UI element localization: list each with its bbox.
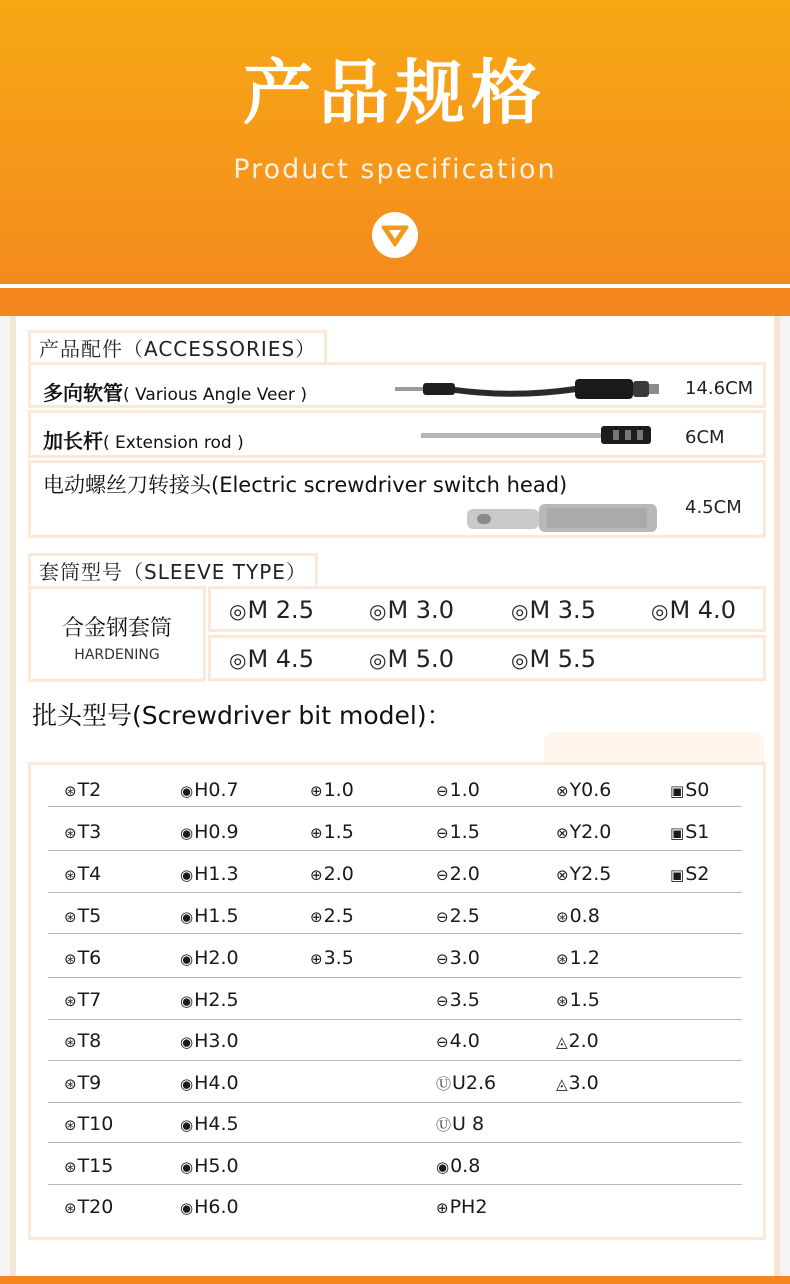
bit-type-icon: Ⓤ — [436, 1116, 452, 1134]
bit-label: 0.8 — [450, 1155, 481, 1177]
bit-type-icon: ⊕ — [310, 866, 323, 884]
bit-item — [310, 863, 354, 885]
bit-label: 3.5 — [323, 947, 354, 969]
bit-item — [310, 947, 354, 969]
bit-type-icon: ⊛ — [64, 1199, 77, 1217]
bit-type-icon: ⊛ — [64, 908, 77, 926]
sleeve-material-cn: 合金钢套筒 — [61, 616, 172, 641]
bit-item — [180, 821, 239, 843]
sleeve-size-label: M 3.5 — [529, 596, 596, 624]
accessories-label: 产品配件（ACCESSORIES） — [28, 330, 327, 362]
bit-item — [436, 905, 480, 927]
bit-label: Y2.5 — [569, 863, 612, 885]
bit-type-icon: ⊕ — [436, 1199, 449, 1217]
sleeve-size-label: M 5.0 — [387, 645, 454, 673]
bit-label: T15 — [77, 1155, 114, 1177]
bit-item — [64, 1113, 113, 1135]
bit-item — [180, 905, 239, 927]
bit-type-icon: ⊛ — [64, 1033, 77, 1051]
bit-type-icon: ⊗ — [556, 824, 569, 842]
bit-label: H4.5 — [194, 1113, 239, 1135]
bit-label: 1.2 — [569, 947, 600, 969]
bit-item — [436, 989, 480, 1011]
bit-type-icon: ⊕ — [310, 950, 323, 968]
bit-label: 2.5 — [323, 905, 354, 927]
accessory-name — [43, 377, 307, 406]
bit-label: T4 — [77, 863, 102, 885]
sleeve-icon: ◎ — [229, 599, 247, 623]
bit-item — [556, 1072, 599, 1094]
bit-label: PH2 — [449, 1196, 488, 1218]
adapter-head-image — [467, 501, 667, 535]
sleeve-size — [511, 645, 596, 673]
bit-label: 1.5 — [323, 821, 354, 843]
accessory-name-en: (Electric screwdriver switch head) — [211, 473, 568, 497]
bit-type-icon: ◉ — [180, 1075, 194, 1093]
accessory-name-en: ( Extension rod ) — [103, 433, 244, 453]
bits-panel — [28, 762, 766, 1240]
accessory-name-cn: 加长杆 — [43, 429, 103, 453]
sleeve-size-label: M 4.5 — [247, 645, 314, 673]
bit-type-icon: ◉ — [180, 908, 194, 926]
bit-type-icon: ◉ — [180, 782, 194, 800]
bits-row-divider — [48, 1184, 742, 1185]
bit-label: T9 — [77, 1072, 102, 1094]
bit-label: 2.0 — [323, 863, 354, 885]
sleeve-material — [28, 586, 206, 682]
bits-row-divider — [48, 1102, 742, 1103]
bit-label: H0.7 — [194, 779, 239, 801]
bits-row-divider — [48, 806, 742, 807]
bit-item — [64, 821, 101, 843]
bit-type-icon: ◉ — [436, 1158, 450, 1176]
bit-item — [436, 779, 480, 801]
sleeve-size-label: M 5.5 — [529, 645, 596, 673]
extension-rod-image — [421, 423, 661, 447]
sleeve-row — [208, 635, 766, 681]
bit-label: U 8 — [452, 1113, 485, 1135]
header-banner — [0, 0, 790, 284]
bit-label: T6 — [77, 947, 102, 969]
bit-label: 2.5 — [449, 905, 480, 927]
bit-label: T3 — [77, 821, 102, 843]
bit-item — [180, 1196, 239, 1218]
bit-label: 1.5 — [449, 821, 480, 843]
bit-label: T7 — [77, 989, 102, 1011]
bit-label: H0.9 — [194, 821, 239, 843]
page-title: 产品规格 — [243, 52, 547, 134]
bits-row-divider — [48, 1060, 742, 1061]
sleeve-label: 套筒型号（SLEEVE TYPE） — [28, 553, 318, 585]
bit-label: 3.5 — [449, 989, 480, 1011]
bit-label: H5.0 — [194, 1155, 239, 1177]
sleeve-icon: ◎ — [651, 599, 669, 623]
bit-type-icon: ⊖ — [436, 824, 449, 842]
header-band — [0, 288, 790, 316]
bit-item — [64, 905, 101, 927]
bit-label: T20 — [77, 1196, 114, 1218]
bit-label: U2.6 — [452, 1072, 497, 1094]
bit-item — [64, 1030, 101, 1052]
bit-item — [310, 779, 354, 801]
bit-type-icon: ◉ — [180, 1116, 194, 1134]
accessory-size: 4.5CM — [685, 497, 742, 518]
bit-item — [64, 1155, 113, 1177]
sleeve-row — [208, 586, 766, 632]
bit-type-icon: Ⓤ — [436, 1075, 452, 1093]
sleeve-size — [369, 645, 454, 673]
sleeve-size-label: M 3.0 — [387, 596, 454, 624]
bit-type-icon: ▣ — [670, 866, 685, 884]
bit-label: H1.5 — [194, 905, 239, 927]
bit-item — [556, 779, 611, 801]
bit-item — [64, 863, 101, 885]
bit-item — [436, 1072, 496, 1094]
bit-label: 2.0 — [449, 863, 480, 885]
sleeve-size — [369, 596, 454, 624]
bit-type-icon: ⊛ — [64, 1158, 77, 1176]
accessory-size: 6CM — [685, 427, 725, 448]
bits-title — [32, 696, 452, 732]
bit-label: 1.5 — [569, 989, 600, 1011]
sleeve-size-label: M 4.0 — [669, 596, 736, 624]
bit-type-icon: ◬ — [556, 1033, 568, 1051]
sleeve-size — [511, 596, 596, 624]
bit-item — [64, 947, 101, 969]
sleeve-icon: ◎ — [511, 599, 529, 623]
bit-type-icon: ⊛ — [64, 992, 77, 1010]
bit-type-icon: ◉ — [180, 824, 194, 842]
bit-item — [556, 905, 600, 927]
bit-item — [180, 989, 239, 1011]
bit-type-icon: ⊖ — [436, 1033, 449, 1051]
bit-label: T5 — [77, 905, 102, 927]
bit-item — [436, 947, 480, 969]
bit-type-icon: ⊛ — [64, 866, 77, 884]
sleeve-icon: ◎ — [229, 648, 247, 672]
bits-row-divider — [48, 850, 742, 851]
bit-type-icon: ⊗ — [556, 782, 569, 800]
bit-label: H4.0 — [194, 1072, 239, 1094]
sleeve-icon: ◎ — [369, 648, 387, 672]
bit-item — [64, 1072, 101, 1094]
bits-row-divider — [48, 977, 742, 978]
bit-item — [556, 1030, 599, 1052]
sleeve-icon: ◎ — [369, 599, 387, 623]
bit-type-icon: ⊕ — [310, 782, 323, 800]
bits-row-divider — [48, 1019, 742, 1020]
bit-type-icon: ◉ — [180, 1158, 194, 1176]
bit-label: T10 — [77, 1113, 114, 1135]
bit-label: H6.0 — [194, 1196, 239, 1218]
bit-type-icon: ◉ — [180, 992, 194, 1010]
bit-type-icon: ⊖ — [436, 908, 449, 926]
bit-item — [436, 1196, 487, 1218]
bit-item — [180, 947, 239, 969]
page-subtitle: Product specification — [233, 154, 557, 185]
bit-type-icon: ⊗ — [556, 866, 569, 884]
accessory-size: 14.6CM — [685, 378, 754, 399]
bit-label: H2.0 — [194, 947, 239, 969]
bit-item — [556, 863, 611, 885]
sleeve-material-en: HARDENING — [74, 647, 160, 663]
bit-item — [436, 863, 480, 885]
accessory-name-cn: 电动螺丝刀转接头 — [43, 473, 211, 497]
bit-type-icon: ⊛ — [64, 782, 77, 800]
sleeve-size — [229, 596, 314, 624]
bit-type-icon: ◉ — [180, 1199, 194, 1217]
bit-label: 3.0 — [449, 947, 480, 969]
flexible-shaft-image — [395, 373, 685, 403]
bits-tab-decoration — [544, 732, 764, 762]
bit-type-icon: ▣ — [670, 782, 685, 800]
bit-label: H2.5 — [194, 989, 239, 1011]
bit-item — [180, 863, 239, 885]
bit-type-icon: ⊕ — [310, 908, 323, 926]
bit-item — [180, 1072, 239, 1094]
bit-item — [436, 821, 480, 843]
bit-item — [180, 779, 239, 801]
bit-label: Y2.0 — [569, 821, 612, 843]
accessory-name — [43, 425, 244, 454]
bit-item — [310, 821, 354, 843]
bit-type-icon: ◉ — [180, 866, 194, 884]
accessory-row — [28, 362, 766, 408]
bit-item — [180, 1155, 239, 1177]
bit-item — [310, 905, 354, 927]
bit-type-icon: ◬ — [556, 1075, 568, 1093]
bit-item — [436, 1155, 480, 1177]
bits-row-divider — [48, 892, 742, 893]
bit-type-icon: ⊛ — [64, 1075, 77, 1093]
bit-label: T8 — [77, 1030, 102, 1052]
bit-type-icon: ⊛ — [556, 908, 569, 926]
bit-label: S1 — [685, 821, 710, 843]
accessory-row — [28, 410, 766, 458]
bit-type-icon: ⊖ — [436, 782, 449, 800]
accessory-name — [43, 469, 567, 499]
bit-item — [180, 1113, 239, 1135]
bit-item — [556, 989, 600, 1011]
bit-item — [670, 821, 709, 843]
bits-title-en: (Screwdriver bit model)： — [132, 701, 452, 730]
bit-type-icon: ⊛ — [64, 824, 77, 842]
bit-type-icon: ⊖ — [436, 866, 449, 884]
bit-item — [556, 947, 600, 969]
bit-label: T2 — [77, 779, 102, 801]
bit-label: 3.0 — [568, 1072, 599, 1094]
bit-label: S0 — [685, 779, 710, 801]
footer-band — [0, 1276, 790, 1284]
accessory-name-cn: 多向软管 — [43, 381, 123, 405]
bit-label: 1.0 — [449, 779, 480, 801]
bit-type-icon: ⊛ — [64, 950, 77, 968]
bit-item — [670, 863, 709, 885]
bit-item — [436, 1113, 484, 1135]
accessory-row — [28, 460, 766, 538]
bit-label: 0.8 — [569, 905, 600, 927]
bit-item — [556, 821, 611, 843]
bit-label: H1.3 — [194, 863, 239, 885]
bit-label: 4.0 — [449, 1030, 480, 1052]
bits-row-divider — [48, 933, 742, 934]
sleeve-icon: ◎ — [511, 648, 529, 672]
sleeve-size-label: M 2.5 — [247, 596, 314, 624]
chevron-down-icon — [372, 212, 418, 258]
bit-item — [180, 1030, 239, 1052]
bit-type-icon: ◉ — [180, 1033, 194, 1051]
bit-type-icon: ⊖ — [436, 992, 449, 1010]
bits-title-cn: 批头型号 — [32, 701, 133, 730]
bit-type-icon: ◉ — [180, 950, 194, 968]
bit-label: H3.0 — [194, 1030, 239, 1052]
bit-type-icon: ▣ — [670, 824, 685, 842]
bit-label: S2 — [685, 863, 710, 885]
bit-item — [64, 1196, 113, 1218]
bit-type-icon: ⊖ — [436, 950, 449, 968]
sleeve-size — [651, 596, 736, 624]
bit-type-icon: ⊛ — [556, 950, 569, 968]
sleeve-size — [229, 645, 314, 673]
accessory-name-en: ( Various Angle Veer ) — [123, 385, 307, 405]
bits-row-divider — [48, 1142, 742, 1143]
bit-item — [64, 989, 101, 1011]
bit-label: 1.0 — [323, 779, 354, 801]
bit-label: Y0.6 — [569, 779, 612, 801]
bit-item — [670, 779, 709, 801]
bit-label: 2.0 — [568, 1030, 599, 1052]
bit-item — [436, 1030, 480, 1052]
bit-item — [64, 779, 101, 801]
bit-type-icon: ⊛ — [64, 1116, 77, 1134]
bit-type-icon: ⊕ — [310, 824, 323, 842]
bit-type-icon: ⊛ — [556, 992, 569, 1010]
